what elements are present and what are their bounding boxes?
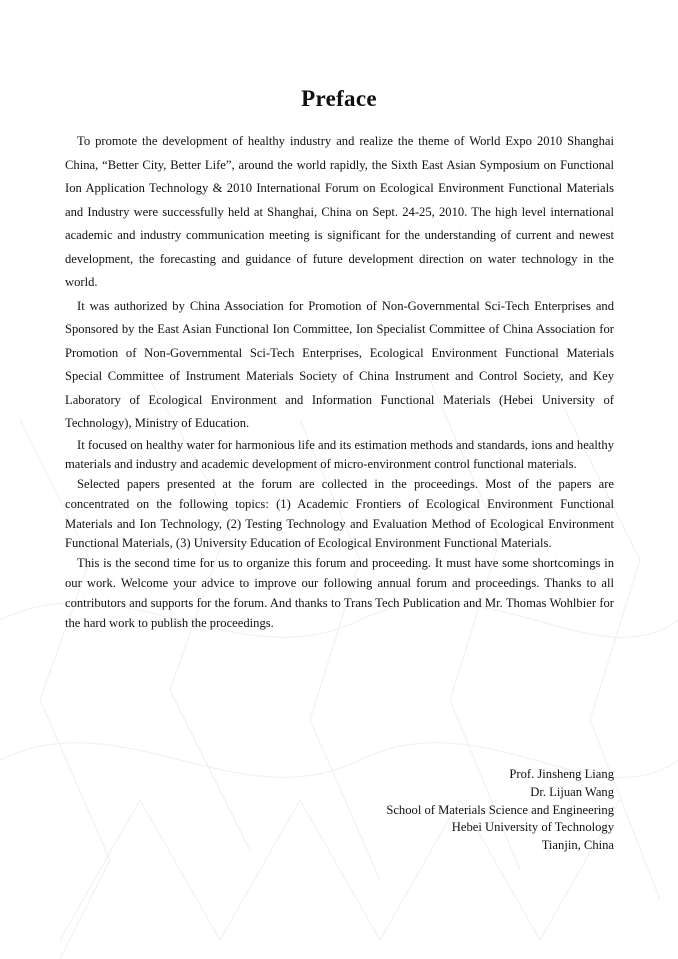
- paragraph-sponsors: It was authorized by China Association for Promotion of Non-Governmental Sci-Tech Enterprises and Sponsored by the East Asian Functional Ion Committee, Ion Specialist Committee of China Association for Promotion of Non-Governmental Sci-Tech Enterprises, Ecological Environment Functional Materials Special Committee of Instrument Materials Society of China Instrument and Control Society, and Key Laboratory of Ecological Environment and Information Functional Materials (Hebei University of Technology), Ministry of Education.: [65, 298, 614, 430]
- page-title: Preface: [301, 86, 377, 111]
- paragraph-acknowledgements: This is the second time for us to organize this forum and proceeding. It must have some shortcomings in our work. Welcome your advice to improve our following annual forum and proceedings. Thanks to all contributors and supports for the forum. And thanks to Trans Tech Publication and Mr. Thomas Wohlbier for the hard work to publish the proceedings.: [65, 556, 614, 630]
- preface-body: [65, 130, 614, 633]
- signature-author-2: Dr. Lijuan Wang: [530, 784, 614, 799]
- paragraph-topics: Selected papers presented at the forum are collected in the proceedings. Most of the papers are concentrated on the following topics: (1) Academic Frontiers of Ecological Environment Functional Materials and Ion Technology, (2) Testing Technology and Evaluation Method of Ecological Environment Functional Materials, (3) University Education of Ecological Environment Functional Materials.: [65, 477, 614, 551]
- signature-department: School of Materials Science and Engineering: [386, 802, 614, 817]
- signature-university: Hebei University of Technology: [451, 820, 614, 835]
- paragraph-focus: It focused on healthy water for harmonious life and its estimation methods and standards, ions and healthy materials and industry and academic development of micro-environment control functional materials.: [65, 437, 614, 472]
- paragraph-intro: To promote the development of healthy industry and realize the theme of World Expo 2010 Shanghai China, “Better City, Better Life”, around the world rapidly, the Sixth East Asian Symposium on Functional Ion Application Technology & 2010 International Forum on Ecological Environment Functional Materials and Industry were successfully held at Shanghai, China on Sept. 24-25, 2010. The high level international academic and industry communication meeting is significant for the understanding of current and newest development, the forecasting and guidance of future development direction on water technology in the world.: [65, 134, 614, 289]
- signature-block: [386, 766, 614, 855]
- signature-city: Tianjin, China: [541, 838, 614, 853]
- signature-author-1: Prof. Jinsheng Liang: [509, 767, 614, 781]
